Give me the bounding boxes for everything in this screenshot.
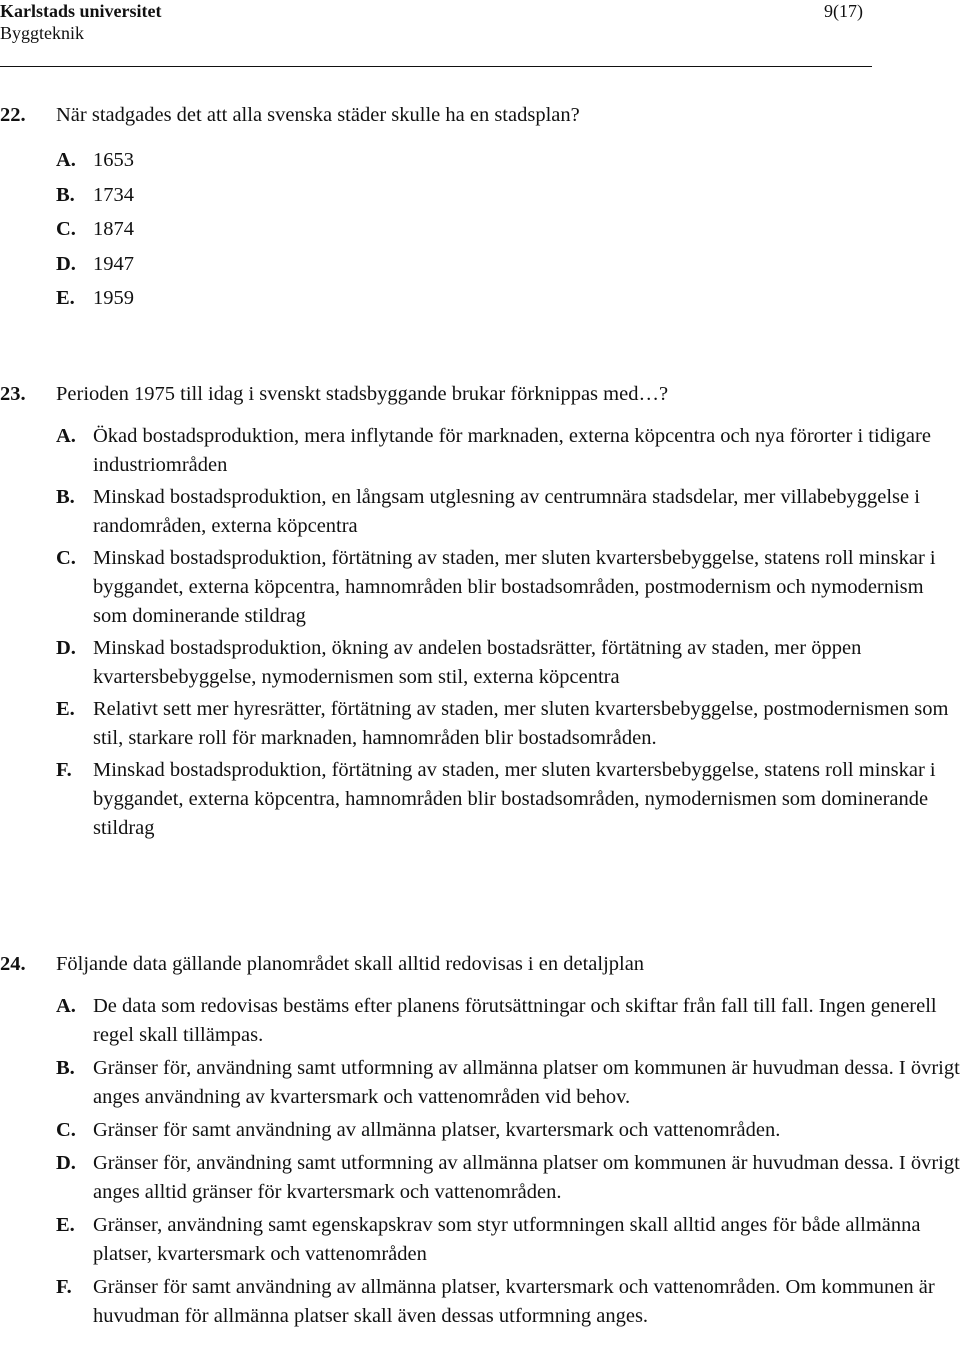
option-text: Minskad bostadsproduktion, ökning av andelen bostadsrätter, förtätning av staden, mer öppen kvartersbebyggelse, nymodernismen som stil, externa köpcentra [93, 637, 862, 688]
option-a [0, 422, 960, 480]
option-letter: B. [56, 486, 75, 508]
option-d [0, 247, 960, 282]
question-22 [0, 101, 960, 316]
question-heading [0, 380, 960, 408]
option-letter: C. [56, 1119, 76, 1141]
option-c [0, 544, 960, 631]
option-f [0, 1273, 960, 1331]
option-letter: D. [56, 252, 76, 275]
option-c [0, 1116, 960, 1145]
option-text: Minskad bostadsproduktion, förtätning av staden, mer sluten kvartersbebyggelse, statens roll minskar i byggandet, externa köpcentra, hamnområden blir bostadsområden, postmodernism och nymodernism som dominerande stildrag [93, 547, 936, 627]
option-text: Minskad bostadsproduktion, förtätning av staden, mer sluten kvartersbebyggelse, statens roll minskar i byggandet, externa köpcentra, hamnområden blir bostadsområden, nymodernismen som dominerande stildrag [93, 759, 936, 839]
option-text: 1959 [93, 287, 134, 309]
option-text: 1734 [93, 183, 134, 206]
question-text: När stadgades det att alla svenska städer skulle ha en stadsplan? [56, 104, 580, 126]
option-letter: E. [56, 698, 75, 720]
option-letter: A. [56, 425, 76, 447]
question-number: 24. [0, 953, 26, 975]
option-text: Ökad bostadsproduktion, mera inflytande för marknaden, externa köpcentra och nya förorter i tidigare industriområden [93, 425, 931, 476]
page-header [0, 0, 162, 44]
option-letter: B. [56, 1057, 75, 1079]
option-letter: E. [56, 1214, 75, 1236]
option-letter: C. [56, 218, 76, 240]
option-text: Gränser för samt användning av allmänna platser, kvartersmark och vattenområden. [93, 1119, 781, 1141]
option-letter: A. [56, 995, 76, 1017]
option-letter: C. [56, 547, 76, 569]
university-name: Karlstads universitet [0, 1, 162, 21]
department-name: Byggteknik [0, 23, 84, 43]
option-text: 1874 [93, 218, 134, 240]
option-a [0, 143, 960, 178]
option-letter: D. [56, 1152, 76, 1174]
option-a [0, 992, 960, 1050]
option-letter: D. [56, 637, 76, 659]
option-b [0, 1054, 960, 1112]
option-text: 1653 [93, 149, 134, 171]
option-b [0, 178, 960, 213]
answer-options [0, 143, 960, 316]
option-text: Gränser för samt användning av allmänna platser, kvartersmark och vattenområden. Om kommunen är huvudman för allmänna platser skall även dessas utformning anges. [93, 1276, 935, 1327]
header-divider [0, 66, 872, 67]
option-d [0, 1149, 960, 1207]
option-f [0, 756, 960, 843]
option-text: Gränser för, användning samt utformning av allmänna platser om kommunen är huvudman dessa. I övrigt anges användning av kvartersmark och vattenområden vid behov. [93, 1057, 960, 1108]
question-heading [0, 101, 960, 129]
option-text: Relativt sett mer hyresrätter, förtätning av staden, mer sluten kvartersbebyggelse, postmodernismen som stil, starkare roll för marknaden, hamnområden blir bostadsområden. [93, 698, 949, 749]
option-e [0, 1211, 960, 1269]
question-23 [0, 380, 960, 846]
option-e [0, 281, 960, 316]
option-letter: A. [56, 149, 76, 171]
option-letter: F. [56, 1276, 72, 1298]
answer-options [0, 992, 960, 1331]
option-letter: E. [56, 287, 75, 309]
question-heading [0, 950, 960, 978]
option-text: De data som redovisas bestäms efter planens förutsättningar och skiftar från fall till fall. Ingen generell regel skall tillämpas. [93, 995, 937, 1046]
answer-options [0, 422, 960, 843]
option-e [0, 695, 960, 753]
question-24 [0, 950, 960, 1335]
question-number: 22. [0, 104, 26, 126]
option-letter: B. [56, 183, 75, 206]
option-b [0, 483, 960, 541]
option-text: Gränser, användning samt egenskapskrav som styr utformningen skall alltid anges för både allmänna platser, kvartersmark och vattenområden [93, 1214, 921, 1265]
question-text: Följande data gällande planområdet skall alltid redovisas i en detaljplan [56, 953, 645, 975]
question-text: Perioden 1975 till idag i svenskt stadsbyggande brukar förknippas med…? [56, 383, 669, 405]
option-letter: F. [56, 759, 72, 781]
option-c [0, 212, 960, 247]
question-number: 23. [0, 383, 26, 405]
option-text: Gränser för, användning samt utformning av allmänna platser om kommunen är huvudman dessa. I övrigt anges alltid gränser för kvartersmark och vattenområden. [93, 1152, 960, 1203]
option-text: 1947 [93, 252, 134, 275]
option-d [0, 634, 960, 692]
option-text: Minskad bostadsproduktion, en långsam utglesning av centrumnära stadsdelar, mer villabebyggelse i randområden, externa köpcentra [93, 486, 920, 537]
page-number: 9(17) [824, 1, 863, 21]
